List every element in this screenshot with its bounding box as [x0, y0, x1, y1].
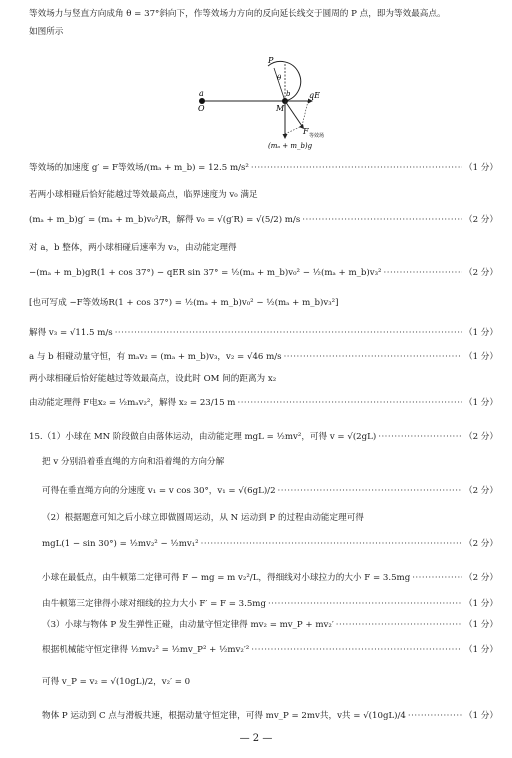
leader-dots	[378, 429, 462, 445]
leader-dots	[268, 596, 462, 612]
text-line-8: [也可写成 −F等效场R(1 + cos 37°) = ½(mₐ + m_b)v₀² − ½(mₐ + m_b)v₃²]	[29, 298, 339, 308]
circle-path	[268, 61, 301, 101]
leader-dots	[412, 570, 462, 586]
label-p: P	[268, 56, 274, 65]
text-line-14: 把 v 分别沿着垂直绳的方向和沿着绳的方向分解	[42, 457, 225, 467]
label-o: O	[198, 104, 205, 113]
leader-dots	[201, 536, 462, 552]
leader-dots	[237, 395, 462, 411]
text-line-18: 小球在最低点，由牛顿第二定律可得 F − mg = m v₂²/L，得细线对小球拉力的大小 F = 3.5mg ····· （2 分）	[42, 570, 498, 586]
text-line-5: (mₐ + m_b)g′ = (mₐ + m_b)v₀²/R，解得 v₀ = √(g′R) = √(5/2) m/s ····· （2 分）	[29, 212, 498, 228]
leader-dots	[115, 325, 462, 341]
page-number: — 2 —	[239, 733, 273, 744]
equivalent-field-diagram	[190, 54, 340, 154]
label-qe: qE	[309, 91, 320, 100]
leader-dots	[384, 265, 463, 281]
text-line-22: 可得 v_P = v₂ = √(10gL)/2，v₂′ = 0	[42, 677, 191, 687]
label-b: b	[286, 90, 291, 98]
label-a: a	[199, 89, 204, 98]
text-line-3: 等效场的加速度 g′ = F等效场/(mₐ + m_b) = 12.5 m/s² ····· （1 分）	[29, 160, 498, 176]
text-line-10: a 与 b 相碰动量守恒，有 mₐv₂ = (mₐ + m_b)v₃，v₂ = √46 m/s ····· （1 分）	[29, 349, 498, 365]
text-line-17: mgL(1 − sin 30°) = ½mv₂² − ½mv₁² ····· （2 分）	[42, 536, 498, 552]
label-mg: (mₐ + m_b)g	[268, 142, 313, 150]
f-arrow	[285, 101, 302, 126]
text-line-15: 可得在垂直绳方向的分速度 v₁ = v cos 30°，v₁ = √(6gL)/2 ····· （2 分）	[42, 483, 498, 499]
label-m: M	[276, 104, 285, 113]
leader-dots	[408, 708, 462, 724]
label-theta: θ	[277, 74, 282, 82]
text-line-16: （2）根据题意可知之后小球立即做圆周运动，从 N 运动到 P 的过程由动能定理可得	[42, 513, 364, 523]
text-line-21: 根据机械能守恒定律得 ½mv₂² = ½mv_P² + ½mv₂′² ····· （1 分）	[42, 642, 498, 658]
pm-line	[274, 68, 285, 101]
text-line-4: 若两小球相碰后恰好能越过等效最高点，临界速度为 v₀ 满足	[29, 190, 258, 200]
leader-dots	[278, 483, 462, 499]
leader-dots	[251, 642, 462, 658]
text-line-13: 15.（1）小球在 MN 阶段做自由落体运动，由动能定理 mgL = ½mv²，可得 v = √(2gL) ····· （2 分）	[29, 429, 498, 445]
leader-dots	[302, 212, 462, 228]
text-line-20: （3）小球与物体 P 发生弹性正碰，由动量守恒定律得 mv₂ = mv_P + mv₂′ ····· （1 分）	[42, 617, 498, 633]
parallelogram-2	[285, 126, 302, 134]
text-line-6: 对 a，b 整体，两小球相碰后速率为 v₃，由动能定理得	[29, 243, 237, 253]
text-line-9: 解得 v₃ = √11.5 m/s ····· （1 分）	[29, 325, 498, 341]
text-line-19: 由牛顿第三定律得小球对细线的拉力大小 F′ = F = 3.5mg ····· （1 分）	[42, 596, 498, 612]
text-line-2: 如图所示	[29, 27, 64, 37]
text-line-7: −(mₐ + m_b)gR(1 + cos 37°) − qER sin 37° = ½(mₐ + m_b)v₀² − ½(mₐ + m_b)v₃² ····· （2 分）	[29, 265, 498, 281]
parallelogram-1	[302, 101, 308, 126]
text-line-12: 由动能定理得 F电x₂ = ½mₐv₂²，解得 x₂ = 23/15 m ····· （1 分）	[29, 395, 498, 411]
mg-arrowhead	[283, 134, 288, 139]
leader-dots	[251, 160, 462, 176]
text-line-11: 两小球相碰后恰好能越过等效最高点，设此时 OM 间的距离为 x₂	[29, 374, 277, 384]
leader-dots	[284, 349, 462, 365]
text-line-23: 物体 P 运动到 C 点与滑板共速，根据动量守恒定律，可得 mv_P = 2mv共，v共 = √(10gL)/4 ····· （1 分）	[42, 708, 498, 724]
leader-dots	[336, 617, 462, 633]
label-f-sub: 等效场	[309, 133, 325, 139]
label-f: F	[303, 127, 309, 136]
text-line-1: 等效场力与竖直方向成角 θ = 37°斜向下，作等效场力方向的反向延长线交于圆周的 P 点，即为等效最高点。	[29, 9, 446, 19]
